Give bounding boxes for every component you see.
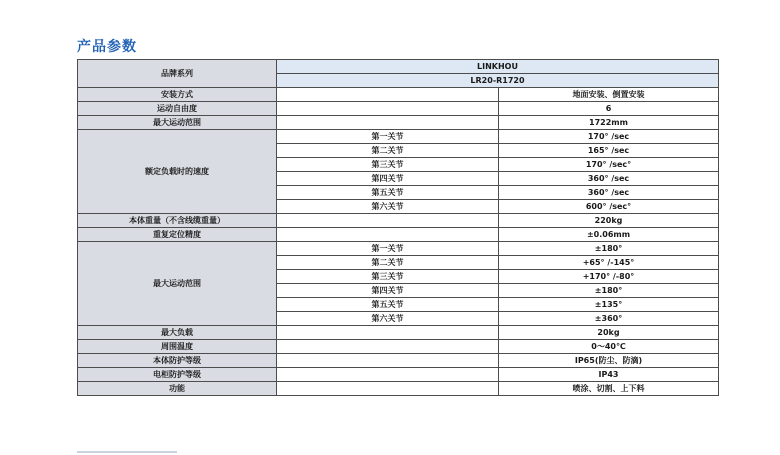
row-label: 电柜防护等级 — [78, 368, 277, 382]
table-row — [78, 340, 719, 354]
joint-value: ±180° — [499, 284, 719, 298]
row-value: 地面安装、倒置安装 — [499, 88, 719, 102]
joint-value: 360° /sec — [499, 186, 719, 200]
row-value: IP43 — [499, 368, 719, 382]
joint-value: 170° /sec° — [499, 158, 719, 172]
joint-value: 360° /sec — [499, 172, 719, 186]
row-empty-cell — [277, 88, 499, 102]
row-value: 20kg — [499, 326, 719, 340]
table-row — [78, 60, 719, 74]
row-label: 运动自由度 — [78, 102, 277, 116]
joint-value: 165° /sec — [499, 144, 719, 158]
brand-series-label: 品牌系列 — [78, 60, 277, 88]
joint-value: 600° /sec° — [499, 200, 719, 214]
row-empty-cell — [277, 116, 499, 130]
row-label: 周围温度 — [78, 340, 277, 354]
joint-label: 第六关节 — [277, 200, 499, 214]
table-row — [78, 326, 719, 340]
joint-value: ±360° — [499, 312, 719, 326]
joint-label: 第五关节 — [277, 298, 499, 312]
table-row — [78, 368, 719, 382]
table-row — [78, 242, 719, 256]
joint-value: 170° /sec — [499, 130, 719, 144]
range-group-label: 最大运动范围 — [78, 242, 277, 326]
row-empty-cell — [277, 368, 499, 382]
row-empty-cell — [277, 228, 499, 242]
page-title: 产品参数 — [77, 39, 137, 55]
table-row — [78, 382, 719, 396]
row-value: 0～40℃ — [499, 340, 719, 354]
table-row — [78, 130, 719, 144]
joint-label: 第四关节 — [277, 284, 499, 298]
row-empty-cell — [277, 354, 499, 368]
joint-value: ±180° — [499, 242, 719, 256]
row-empty-cell — [277, 382, 499, 396]
row-empty-cell — [277, 102, 499, 116]
table-row — [78, 116, 719, 130]
joint-label: 第二关节 — [277, 144, 499, 158]
brand-name: LINKHOU — [277, 60, 719, 74]
table-row — [78, 102, 719, 116]
joint-value: +170° /-80° — [499, 270, 719, 284]
model-name: LR20-R1720 — [277, 74, 719, 88]
decorative-divider — [77, 451, 177, 453]
row-value: 220kg — [499, 214, 719, 228]
row-value: IP65(防尘、防滴) — [499, 354, 719, 368]
row-empty-cell — [277, 340, 499, 354]
row-empty-cell — [277, 326, 499, 340]
joint-label: 第六关节 — [277, 312, 499, 326]
joint-label: 第二关节 — [277, 256, 499, 270]
row-value: 喷涂、切割、上下料 — [499, 382, 719, 396]
joint-label: 第五关节 — [277, 186, 499, 200]
speed-group-label: 额定负载时的速度 — [78, 130, 277, 214]
joint-value: ±135° — [499, 298, 719, 312]
joint-value: +65° /-145° — [499, 256, 719, 270]
row-label: 重复定位精度 — [78, 228, 277, 242]
row-label: 最大负载 — [78, 326, 277, 340]
joint-label: 第一关节 — [277, 130, 499, 144]
row-label: 本体重量（不含线缆重量） — [78, 214, 277, 228]
row-label: 安装方式 — [78, 88, 277, 102]
row-empty-cell — [277, 214, 499, 228]
joint-label: 第三关节 — [277, 270, 499, 284]
table-row — [78, 214, 719, 228]
table-row — [78, 228, 719, 242]
row-value: 6 — [499, 102, 719, 116]
joint-label: 第四关节 — [277, 172, 499, 186]
row-value: ±0.06mm — [499, 228, 719, 242]
spec-table — [77, 59, 719, 396]
joint-label: 第一关节 — [277, 242, 499, 256]
table-row — [78, 354, 719, 368]
row-value: 1722mm — [499, 116, 719, 130]
row-label: 本体防护等级 — [78, 354, 277, 368]
row-label: 功能 — [78, 382, 277, 396]
table-row — [78, 88, 719, 102]
joint-label: 第三关节 — [277, 158, 499, 172]
row-label: 最大运动范围 — [78, 116, 277, 130]
